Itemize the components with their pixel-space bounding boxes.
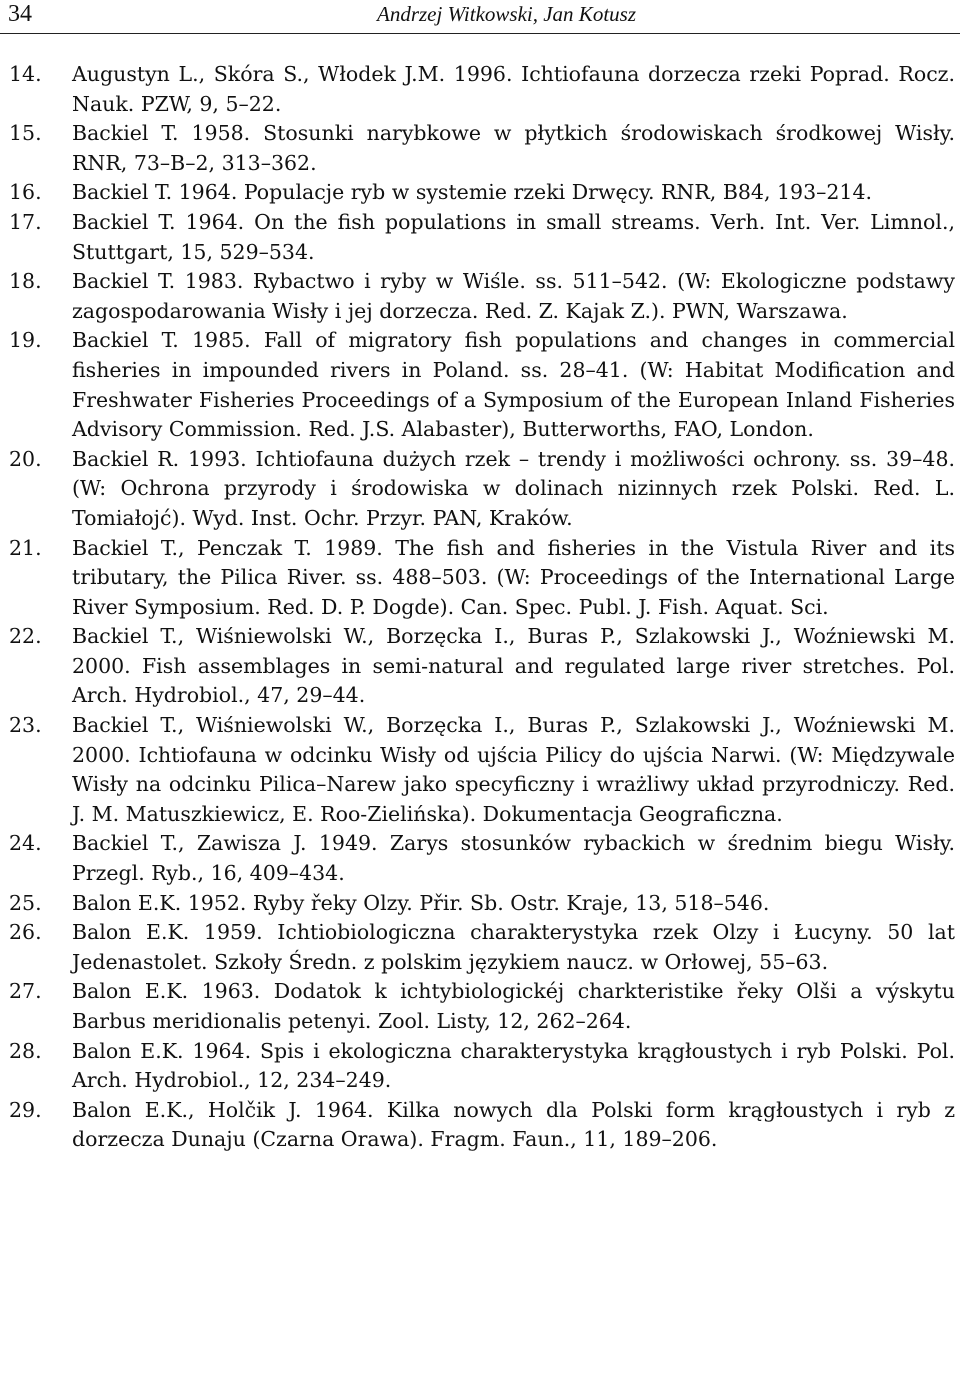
reference-item xyxy=(0,829,955,888)
reference-item xyxy=(0,60,955,119)
reference-item xyxy=(0,889,955,919)
reference-text: Balon E.K. 1959. Ichtiobiologiczna charakterystyka rzek Olzy i Łucyny. 50 lat Jedenastolet. Szkoły Średn. z polskim językiem naucz. w Orłowej, 55–63. xyxy=(72,920,955,974)
reference-text: Balon E.K. 1963. Dodatok k ichtybiologickéj charkteristike řeky Olši a výskytu Barbus meridionalis petenyi. Zool. Listy, 12, 262–264. xyxy=(72,979,955,1033)
reference-text: Balon E.K., Holčik J. 1964. Kilka nowych dla Polski form krągłoustych i ryb z dorzecza Dunaju (Czarna Orawa). Fragm. Faun., 11, 189–206. xyxy=(72,1097,955,1152)
reference-item xyxy=(0,119,955,178)
reference-text: Backiel T. 1964. Populacje ryb w systemie rzeki Drwęcy. RNR, B84, 193–214. xyxy=(72,180,873,205)
reference-item xyxy=(0,534,955,623)
reference-text: Backiel R. 1993. Ichtiofauna dużych rzek – trendy i możliwości ochrony. ss. 39–48. (W: Ochrona przyrody i środowiska w dolinach nizinnych rzek Polski. Red. L. Tomiałojć). Wyd. Inst. Ochr. Przyr. PAN, Kraków. xyxy=(72,446,955,530)
page-header xyxy=(0,0,960,34)
reference-text: Augustyn L., Skóra S., Włodek J.M. 1996. Ichtiofauna dorzecza rzeki Poprad. Rocz. Nauk. PZW, 9, 5–22. xyxy=(72,62,955,116)
reference-text: Backiel T. 1983. Rybactwo i ryby w Wiśle. ss. 511–542. (W: Ekologiczne podstawy zagospodarowania Wisły i jej dorzecza. Red. Z. Kajak Z.). PWN, Warszawa. xyxy=(72,269,955,323)
reference-number: 18. xyxy=(9,269,42,294)
reference-list xyxy=(0,60,960,1155)
reference-text: Balon E.K. 1964. Spis i ekologiczna charakterystyka krągłoustych i ryb Polski. Pol. Arch. Hydrobiol., 12, 234–249. xyxy=(72,1038,955,1093)
reference-text: Balon E.K. 1952. Ryby řeky Olzy. Přir. Sb. Ostr. Kraje, 13, 518–546. xyxy=(72,890,770,915)
reference-number: 17. xyxy=(9,209,42,234)
reference-number: 29. xyxy=(9,1097,42,1122)
reference-number: 24. xyxy=(9,831,42,856)
reference-item xyxy=(0,918,955,977)
reference-item xyxy=(0,326,955,444)
reference-text: Backiel T. 1985. Fall of migratory fish populations and changes in commercial fisheries in impounded rivers in Poland. ss. 28–41. (W: Habitat Modification and Freshwater Fisheries Proceedings of a Symposium of the European Inland Fisheries Advisory Commission. Red. J.S. Alabaster), Butterworths, FAO, London. xyxy=(72,328,955,442)
reference-item xyxy=(0,711,955,829)
reference-item xyxy=(0,208,955,267)
reference-text: Backiel T. 1958. Stosunki narybkowe w płytkich środowiskach środkowej Wisły. RNR, 73–B–2, 313–362. xyxy=(72,121,955,175)
page-number: 34 xyxy=(8,1,32,27)
reference-text: Backiel T., Zawisza J. 1949. Zarys stosunków rybackich w średnim biegu Wisły. Przegl. Ryb., 16, 409–434. xyxy=(72,831,955,886)
reference-item xyxy=(0,178,955,208)
reference-number: 16. xyxy=(9,180,42,205)
reference-number: 14. xyxy=(9,62,42,86)
reference-text: Backiel T. 1964. On the fish populations in small streams. Verh. Int. Ver. Limnol., Stuttgart, 15, 529–534. xyxy=(72,209,955,264)
reference-item xyxy=(0,1037,955,1096)
reference-item xyxy=(0,1096,955,1155)
reference-number: 15. xyxy=(9,121,42,146)
reference-item xyxy=(0,622,955,711)
reference-number: 27. xyxy=(9,979,42,1004)
reference-number: 26. xyxy=(9,920,42,945)
reference-number: 21. xyxy=(9,535,42,560)
reference-number: 22. xyxy=(9,624,42,649)
running-head: Andrzej Witkowski, Jan Kotusz xyxy=(377,2,636,26)
reference-number: 23. xyxy=(9,713,42,738)
reference-text: Backiel T., Wiśniewolski W., Borzęcka I., Buras P., Szlakowski J., Woźniewski M. 2000. Fish assemblages in semi-natural and regulated large river stretches. Pol. Arch. Hydrobiol., 47, 29–44. xyxy=(72,624,955,708)
reference-number: 20. xyxy=(9,446,42,471)
reference-number: 19. xyxy=(9,328,42,353)
reference-item xyxy=(0,977,955,1036)
reference-text: Backiel T., Penczak T. 1989. The fish and fisheries in the Vistula River and its tributary, the Pilica River. ss. 488–503. (W: Proceedings of the International Large River Symposium. Red. D. P. Dogde). Can. Spec. Publ. J. Fish. Aquat. Sci. xyxy=(72,535,955,619)
reference-item xyxy=(0,267,955,326)
reference-number: 25. xyxy=(9,890,42,915)
reference-item xyxy=(0,445,955,534)
reference-number: 28. xyxy=(9,1038,42,1063)
reference-text: Backiel T., Wiśniewolski W., Borzęcka I., Buras P., Szlakowski J., Woźniewski M. 2000. Ichtiofauna w odcinku Wisły od ujścia Pilicy do ujścia Narwi. (W: Międzywale Wisły na odcinku Pilica–Narew jako specyficzny i wrażliwy układ przyrodniczy. Red. J. M. Matuszkiewicz, E. Roo-Zielińska). Dokumentacja Geograficzna. xyxy=(72,713,955,826)
